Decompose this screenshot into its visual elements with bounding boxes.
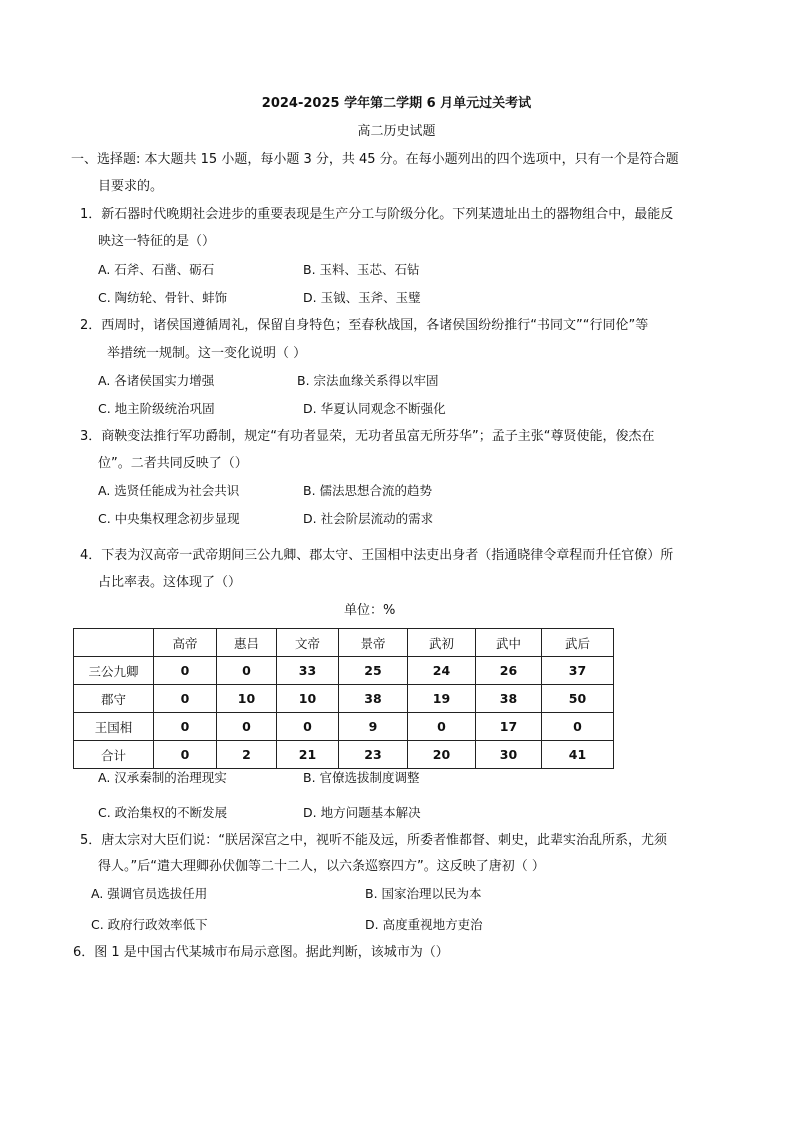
table-row bbox=[74, 741, 614, 769]
question-stem: 6．图 1 是中国古代某城市布局示意图。据此判断，该城市为（） bbox=[73, 945, 449, 960]
question-stem: 4．下表为汉高帝一武帝期间三公九卿、郡太守、王国相中法吏出身者（指通晓律令章程而升任官僚）所 bbox=[80, 548, 674, 563]
row-label: 王国相 bbox=[74, 713, 154, 741]
table-cell: 26 bbox=[476, 657, 542, 685]
row-label: 郡守 bbox=[74, 685, 154, 713]
option-a: A. 汉承秦制的治理现实 bbox=[98, 770, 227, 785]
option-a: A. 石斧、石凿、砺石 bbox=[98, 262, 215, 277]
option-b: B. 宗法血缘关系得以牢固 bbox=[297, 373, 439, 388]
option-c: C. 地主阶级统治巩固 bbox=[98, 401, 215, 416]
table-cell: 0 bbox=[217, 657, 277, 685]
table-cell: 0 bbox=[542, 713, 614, 741]
table-header-cell bbox=[74, 629, 154, 657]
table-cell: 0 bbox=[154, 657, 217, 685]
table-cell: 17 bbox=[476, 713, 542, 741]
table-row bbox=[74, 685, 614, 713]
question-stem-cont: 位”。二者共同反映了（） bbox=[98, 456, 248, 471]
option-d: D. 地方问题基本解决 bbox=[303, 805, 421, 820]
section-instruction-cont: 目要求的。 bbox=[98, 179, 164, 194]
option-a: A. 强调官员选拔任用 bbox=[91, 886, 208, 901]
table-cell: 23 bbox=[339, 741, 408, 769]
option-b: B. 玉料、玉芯、石钻 bbox=[303, 262, 420, 277]
table-cell: 38 bbox=[476, 685, 542, 713]
row-label: 三公九卿 bbox=[74, 657, 154, 685]
table-header-cell: 武初 bbox=[408, 629, 476, 657]
row-label: 合计 bbox=[74, 741, 154, 769]
option-d: D. 华夏认同观念不断强化 bbox=[303, 401, 446, 416]
question-stem: 3．商鞅变法推行军功爵制，规定“有功者显荣，无功者虽富无所芬华”；孟子主张“尊贤使能，俊杰在 bbox=[80, 429, 655, 444]
table-header-cell: 武中 bbox=[476, 629, 542, 657]
table-cell: 24 bbox=[408, 657, 476, 685]
option-c: C. 政府行政效率低下 bbox=[91, 917, 208, 932]
table-cell: 25 bbox=[339, 657, 408, 685]
option-b: B. 官僚选拔制度调整 bbox=[303, 770, 420, 785]
option-d: D. 玉钺、玉斧、玉璧 bbox=[303, 290, 421, 305]
table-cell: 19 bbox=[408, 685, 476, 713]
table-cell: 0 bbox=[217, 713, 277, 741]
option-d: D. 社会阶层流动的需求 bbox=[303, 511, 434, 526]
option-c: C. 陶纺轮、骨针、蚌饰 bbox=[98, 290, 228, 305]
table-row bbox=[74, 657, 614, 685]
table-header-cell: 武后 bbox=[542, 629, 614, 657]
table-cell: 30 bbox=[476, 741, 542, 769]
option-b: B. 国家治理以民为本 bbox=[365, 886, 482, 901]
table-cell: 41 bbox=[542, 741, 614, 769]
table-header-cell: 文帝 bbox=[277, 629, 339, 657]
table-cell: 10 bbox=[277, 685, 339, 713]
question-stem-cont: 占比率表。这体现了（） bbox=[98, 575, 242, 590]
section-instruction: 一、选择题: 本大题共 15 小题，每小题 3 分，共 45 分。在每小题列出的四个选项中，只有一个是符合题 bbox=[71, 152, 679, 167]
option-a: A. 各诸侯国实力增强 bbox=[98, 373, 215, 388]
table-row bbox=[74, 713, 614, 741]
question-stem-cont: 举措统一规制。这一变化说明（ ） bbox=[107, 346, 307, 361]
table-cell: 0 bbox=[154, 685, 217, 713]
table-cell: 50 bbox=[542, 685, 614, 713]
table-cell: 0 bbox=[154, 741, 217, 769]
table-unit: 单位：% bbox=[344, 603, 396, 618]
table-header-row bbox=[74, 629, 614, 657]
option-d: D. 高度重视地方吏治 bbox=[365, 917, 483, 932]
table-cell: 20 bbox=[408, 741, 476, 769]
table-cell: 33 bbox=[277, 657, 339, 685]
table-cell: 37 bbox=[542, 657, 614, 685]
table-cell: 0 bbox=[277, 713, 339, 741]
question-stem: 1．新石器时代晚期社会进步的重要表现是生产分工与阶级分化。下列某遗址出土的器物组合中，最能反 bbox=[80, 207, 674, 222]
table-cell: 9 bbox=[339, 713, 408, 741]
exam-subtitle: 高二历史试题 bbox=[357, 124, 436, 139]
question-stem: 5．唐太宗对大臣们说：“朕居深宫之中，视听不能及远，所委者惟都督、刺史，此辈实治乱所系，尤须 bbox=[80, 833, 668, 848]
table-header-cell: 景帝 bbox=[339, 629, 408, 657]
table-cell: 2 bbox=[217, 741, 277, 769]
question-stem-cont: 映这一特征的是（） bbox=[98, 234, 216, 249]
option-b: B. 儒法思想合流的趋势 bbox=[303, 483, 433, 498]
option-c: C. 政治集权的不断发展 bbox=[98, 805, 228, 820]
table-cell: 0 bbox=[408, 713, 476, 741]
question-stem-cont: 得人。”后“遣大理卿孙伏伽等二十二人，以六条巡察四方”。这反映了唐初（ ） bbox=[98, 859, 545, 874]
table-cell: 10 bbox=[217, 685, 277, 713]
option-c: C. 中央集权理念初步显现 bbox=[98, 511, 240, 526]
table-header-cell: 高帝 bbox=[154, 629, 217, 657]
table-cell: 21 bbox=[277, 741, 339, 769]
table-header-cell: 惠吕 bbox=[217, 629, 277, 657]
option-a: A. 选贤任能成为社会共识 bbox=[98, 483, 240, 498]
question-stem: 2．西周时，诸侯国遵循周礼，保留自身特色；至春秋战国，各诸侯国纷纷推行“书同文”“行同伦”等 bbox=[80, 318, 649, 333]
exam-title: 2024-2025 学年第二学期 6 月单元过关考试 bbox=[261, 96, 532, 111]
table-cell: 0 bbox=[154, 713, 217, 741]
official-ratio-table bbox=[73, 628, 614, 769]
table-cell: 38 bbox=[339, 685, 408, 713]
